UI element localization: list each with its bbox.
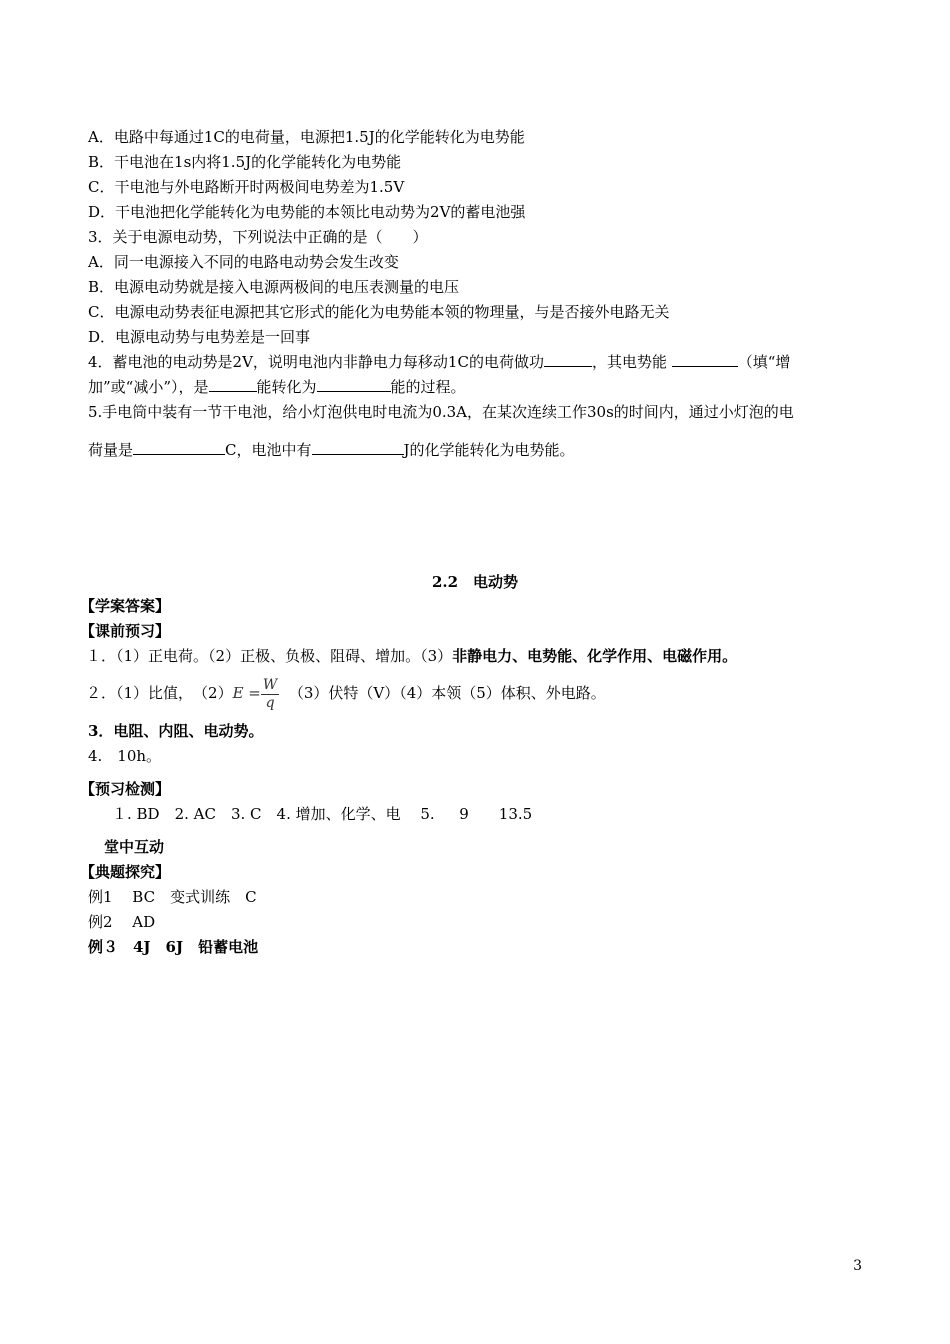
q2-option-d: D．干电池把化学能转化为电势能的本领比电动势为2V的蓄电池强 bbox=[88, 203, 526, 221]
q3-option-a: A．同一电源接入不同的电路电动势会发生改变 bbox=[88, 253, 399, 271]
answers-title: 2.2 电动势 bbox=[431, 573, 519, 591]
q4-blank-source-energy[interactable] bbox=[209, 377, 257, 392]
heading-check: 【预习检测】 bbox=[80, 780, 171, 798]
answer-2-text-1: ２．（1）比值， （2） bbox=[86, 684, 233, 702]
heading-examples: 【典题探究】 bbox=[80, 863, 171, 881]
answer-2 bbox=[86, 676, 606, 712]
answer-1-text: １．（1）正电荷。（2）正极、负极、阻碍、增加。（3） bbox=[86, 647, 453, 665]
example-3: 例３ 4J 6J 铅蓄电池 bbox=[88, 938, 259, 956]
formula-denominator: q bbox=[265, 694, 275, 711]
q5-text-1: 荷量是 bbox=[88, 441, 134, 459]
q4-text-3: （填“增 bbox=[737, 353, 791, 371]
q5-line-1: 5.手电筒中装有一节干电池，给小灯泡供电时电流为0.3A，在某次连续工作30s的时间内，通过小灯泡的电 bbox=[88, 403, 794, 421]
q4-text-5: 能转化为 bbox=[256, 378, 317, 396]
q5-blank-energy[interactable] bbox=[312, 440, 404, 455]
formula-fraction bbox=[261, 677, 279, 712]
q2-option-c: C．干电池与外电路断开时两极间电势差为1.5V bbox=[88, 178, 405, 196]
heading-class-interaction: 堂中互动 bbox=[104, 838, 165, 856]
heading-answers: 【学案答案】 bbox=[80, 597, 171, 615]
q5-text-2: C，电池中有 bbox=[225, 441, 312, 459]
answer-2-text-2: （3）伏特（V）（4）本领（5）体积、外电路。 bbox=[288, 684, 606, 702]
q4-text-6: 能的过程。 bbox=[390, 378, 466, 396]
q4-line-2 bbox=[88, 377, 466, 397]
answer-1 bbox=[86, 646, 737, 666]
q4-text-4: 加”或“减小”），是 bbox=[88, 378, 209, 396]
q4-text-2: ，其电势能 bbox=[591, 353, 672, 371]
answer-3: 3．电阻、内阻、电动势。 bbox=[88, 722, 264, 740]
formula-numerator: W bbox=[262, 676, 278, 693]
q3-stem: 3．关于电源电动势，下列说法中正确的是（ ） bbox=[88, 228, 428, 246]
q4-blank-energy-change[interactable] bbox=[672, 352, 738, 367]
q5-line-2 bbox=[88, 440, 575, 460]
answer-4: 4. 10h。 bbox=[88, 747, 162, 765]
example-1: 例1 BC 变式训练 C bbox=[88, 888, 257, 906]
q2-option-a: A．电路中每通过1C的电荷量，电源把1.5J的化学能转化为电势能 bbox=[88, 128, 525, 146]
page-number: 3 bbox=[853, 1258, 862, 1274]
q3-option-c: C．电源电动势表征电源把其它形式的能化为电势能本领的物理量，与是否接外电路无关 bbox=[88, 303, 670, 321]
check-answers: １. BD 2. AC 3. C 4. 增加、化学、电 5. 9 13.5 bbox=[112, 805, 533, 823]
example-2: 例2 AD bbox=[88, 913, 156, 931]
q5-blank-charge[interactable] bbox=[133, 440, 225, 455]
formula-lhs: E = bbox=[232, 684, 261, 702]
q5-text-3: J的化学能转化为电势能。 bbox=[403, 441, 575, 459]
q2-option-b: B．干电池在1s内将1.5J的化学能转化为电势能 bbox=[88, 153, 402, 171]
q3-option-d: D．电源电动势与电势差是一回事 bbox=[88, 328, 311, 346]
heading-preview: 【课前预习】 bbox=[80, 622, 171, 640]
q4-line-1 bbox=[88, 352, 790, 372]
q3-option-b: B．电源电动势就是接入电源两极间的电压表测量的电压 bbox=[88, 278, 460, 296]
q4-blank-target-energy[interactable] bbox=[317, 377, 391, 392]
q4-text-1: 4．蓄电池的电动势是2V，说明电池内非静电力每移动1C的电荷做功 bbox=[88, 353, 544, 371]
q4-blank-work[interactable] bbox=[544, 352, 592, 367]
answer-1-bold: 非静电力、电势能、化学作用、电磁作用。 bbox=[452, 647, 738, 665]
